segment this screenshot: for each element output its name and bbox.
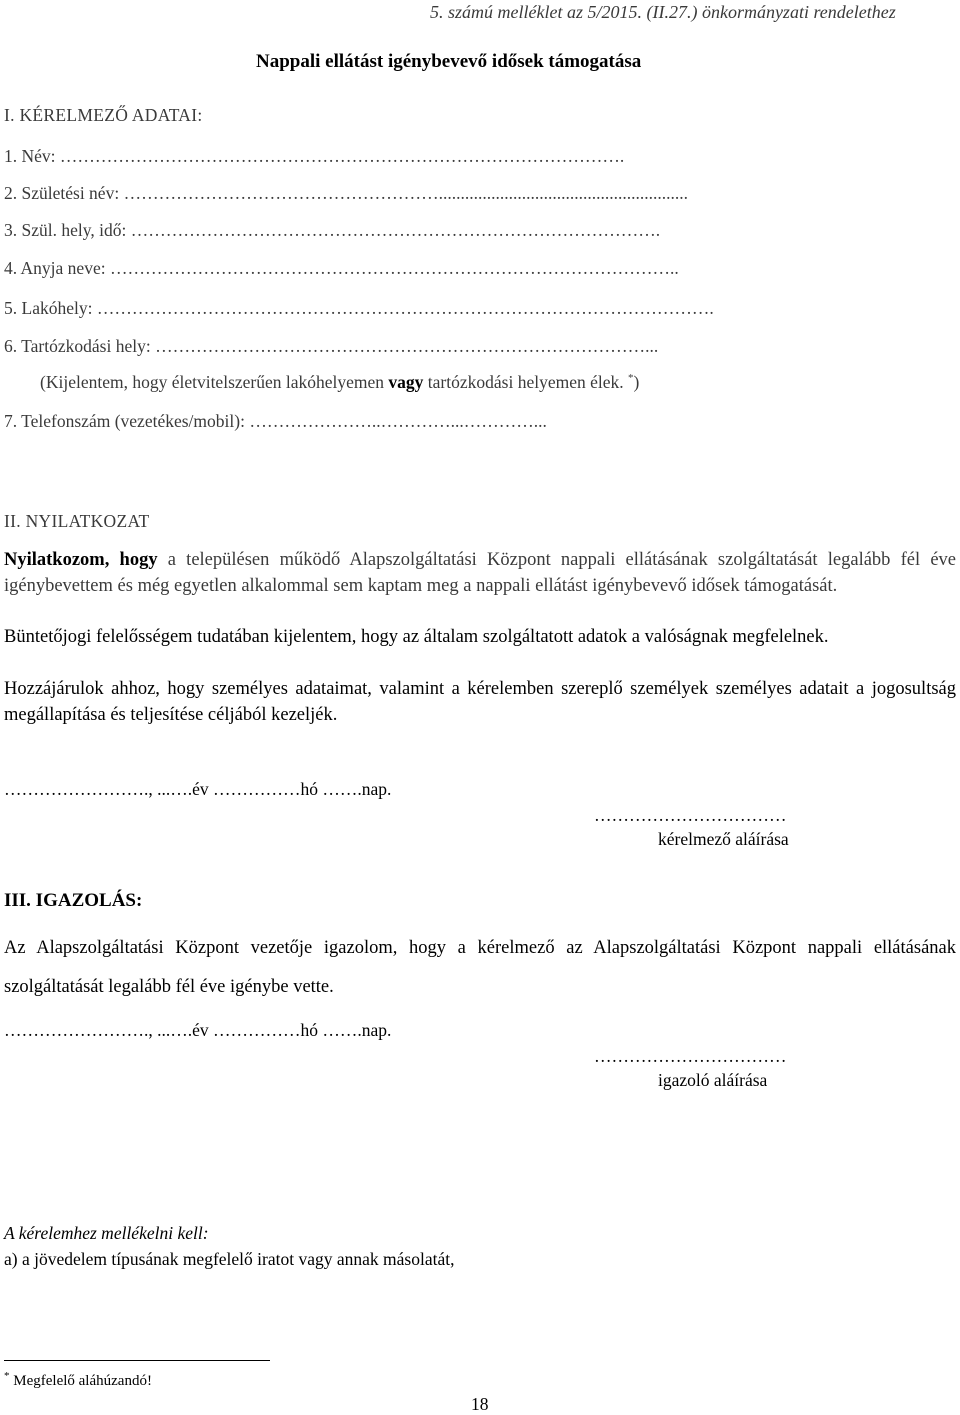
field-label: 4. Anyja neve: — [4, 258, 106, 278]
field-mother-name[interactable] — [4, 258, 679, 279]
fill-in-dots: …………………………………………………………………………………….. — [109, 258, 679, 278]
field-residence[interactable] — [4, 298, 714, 319]
certification-paragraph: Az Alapszolgáltatási Központ vezetője igazolom, hogy a kérelmező az Alapszolgáltatási Központ nappali ellátásának szolgáltatását legalább fél éve igénybe vette. — [4, 938, 956, 997]
attachments-heading: A kérelemhez mellékelni kell: — [4, 1223, 209, 1243]
field-birth-name[interactable] — [4, 183, 688, 204]
note-emphasis: vagy — [388, 372, 424, 392]
field-label: 5. Lakóhely: — [4, 298, 93, 318]
fill-in-dots: ……………………………………………………………………………………. — [59, 146, 625, 166]
form-title: Nappali ellátást igénybevevő idősek támogatása — [256, 51, 642, 72]
section3-heading: III. IGAZOLÁS: — [4, 890, 143, 911]
residence-declaration-note: (Kijelentem, hogy életvitelszerűen lakóhelyemen vagy tartózkodási helyemen élek. *) — [40, 372, 640, 392]
footnote: * Megfelelő aláhúzandó! — [4, 1370, 152, 1389]
declaration-lead: Nyilatkozom, hogy — [4, 550, 158, 570]
field-label: 2. Születési név: — [4, 183, 120, 203]
section1-heading: I. KÉRELMEZŐ ADATAI: — [4, 105, 203, 125]
signature-label-applicant: kérelmező aláírása — [658, 829, 789, 849]
field-label: 7. Telefonszám (vezetékes/mobil): — [4, 411, 245, 431]
declaration-paragraph-2: Büntetőjogi felelősségem tudatában kijelentem, hogy az általam szolgáltatott adatok a valóságnak megfelelnek. — [4, 627, 829, 647]
fill-in-dots: ………………………………………………………………………………. — [130, 220, 661, 240]
footnote-divider — [4, 1360, 270, 1361]
section2-heading: II. NYILATKOZAT — [4, 511, 150, 531]
annex-reference: 5. számú melléklet az 5/2015. (II.27.) önkormányzati rendelethez — [430, 2, 896, 22]
signature-line-applicant[interactable]: …………………………… — [594, 805, 787, 825]
date-line-applicant[interactable]: ……………………., ...….év ……………hó …….nap. — [4, 779, 392, 799]
field-label: 1. Név: — [4, 146, 56, 166]
fill-in-dots: ………………………………………………......................................................... — [123, 183, 688, 203]
field-name[interactable] — [4, 146, 624, 167]
field-label: 3. Szül. hely, idő: — [4, 220, 127, 240]
signature-label-certifier: igazoló aláírása — [658, 1070, 768, 1090]
signature-line-certifier[interactable]: …………………………… — [594, 1046, 787, 1066]
date-line-certifier[interactable]: ……………………., ...….év ……………hó …….nap. — [4, 1020, 392, 1040]
footnote-marker: * — [628, 372, 634, 385]
field-phone[interactable] — [4, 411, 547, 432]
fill-in-dots: …………………………………………………………………………... — [155, 336, 659, 356]
field-birth-place-date[interactable] — [4, 220, 660, 241]
page-number: 18 — [471, 1394, 489, 1414]
fill-in-dots: ……………………………………………………………………………………………. — [96, 298, 714, 318]
declaration-paragraph-3: Hozzájárulok ahhoz, hogy személyes adataimat, valamint a kérelemben szereplő személyek személyes adatait a jogosultság megállapítása és teljesítése céljából kezeljék. — [4, 679, 956, 725]
fill-in-dots: …………………..…………...…………... — [249, 411, 547, 431]
declaration-paragraph-1: Nyilatkozom, hogy a településen működő Alapszolgáltatási Központ nappali ellátásának szolgáltatását legalább fél éve igénybevettem és még egyetlen alkalommal sem kaptam meg a nappali ellátást igénybevevő idősek támogatását. — [4, 550, 957, 596]
footnote-star: * — [4, 1370, 10, 1382]
attachment-item: a) a jövedelem típusának megfelelő iratot vagy annak másolatát, — [4, 1249, 455, 1269]
field-label: 6. Tartózkodási hely: — [4, 336, 151, 356]
field-temp-residence[interactable] — [4, 336, 658, 357]
